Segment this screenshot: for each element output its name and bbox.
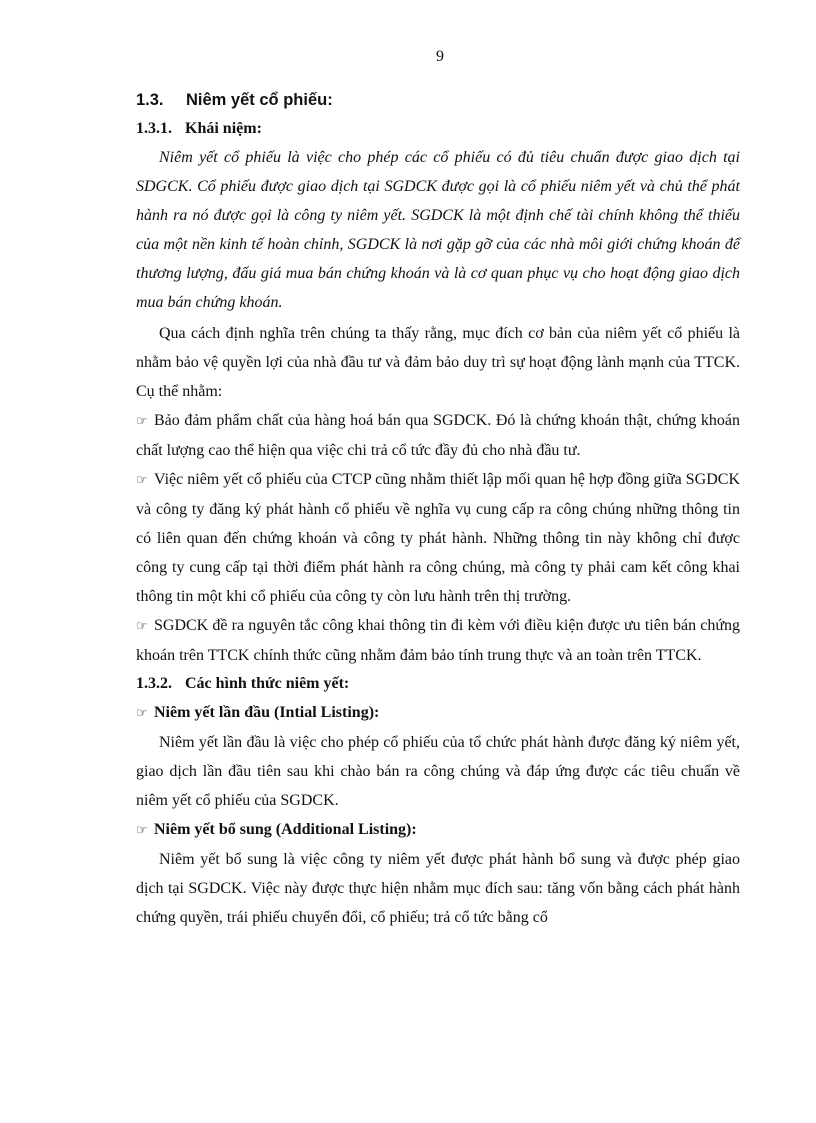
- hand-pointing-right-icon: ☞: [136, 706, 148, 721]
- purpose-bullet-1: [136, 406, 740, 465]
- subsection-title: Khái niệm:: [185, 120, 262, 137]
- subsection-heading-forms: [136, 674, 740, 694]
- subsection-number: 1.3.2.: [136, 675, 172, 692]
- form-heading-text: Niêm yết bổ sung (Additional Listing):: [154, 821, 417, 838]
- form-paragraph-initial: Niêm yết lần đầu là việc cho phép cổ phiếu của tổ chức phát hành được đăng ký niêm yết, giao dịch lần đầu tiên sau khi chào bán ra công chúng và đáp ứng được các tiêu chuẩn về niêm yết cổ phiếu của SGDCK.: [136, 734, 740, 809]
- form-heading-initial: [136, 698, 740, 728]
- page-content: [136, 90, 740, 932]
- section-heading: [136, 90, 740, 110]
- subsection-title: Các hình thức niêm yết:: [185, 675, 350, 692]
- hand-pointing-right-icon: ☞: [136, 823, 148, 838]
- hand-pointing-right-icon: ☞: [136, 414, 148, 429]
- subsection-number: 1.3.1.: [136, 120, 172, 137]
- form-paragraph-additional: Niêm yết bổ sung là việc công ty niêm yết được phát hành bổ sung và được phép giao dịch tại SGDCK. Việc này được thực hiện nhằm mục đích sau: tăng vốn bằng cách phát hành chứng quyền, trái phiếu chuyển đổi, cổ phiếu; trả cổ tức bằng cổ: [136, 851, 740, 926]
- purpose-intro-paragraph: Qua cách định nghĩa trên chúng ta thấy rằng, mục đích cơ bản của niêm yết cổ phiếu là nhằm bảo vệ quyền lợi của nhà đầu tư và đảm bảo duy trì sự hoạt động lành mạnh của TTCK. Cụ thể nhằm:: [136, 325, 740, 400]
- purpose-text: Bảo đảm phẩm chất của hàng hoá bán qua SGDCK. Đó là chứng khoán thật, chứng khoán chất lượng cao thể hiện qua việc chi trả cổ tức đầy đủ cho nhà đầu tư.: [136, 412, 740, 459]
- purpose-bullet-2: [136, 465, 740, 611]
- definition-paragraph: Niêm yết cổ phiếu là việc cho phép các cổ phiếu có đủ tiêu chuẩn được giao dịch tại SDGCK. Cổ phiếu được giao dịch tại SGDCK được gọi là cổ phiếu niêm yết và chủ thể phát hành ra nó được gọi là công ty niêm yết. SGDCK là một định chế tài chính không thể thiếu của một nền kinh tế hoàn chỉnh, SGDCK là nơi gặp gỡ của các nhà môi giới chứng khoán để thương lượng, đấu giá mua bán chứng khoán và là cơ quan phục vụ cho hoạt động giao dịch mua bán chứng khoán.: [136, 149, 740, 311]
- purpose-text: Việc niêm yết cổ phiếu của CTCP cũng nhằm thiết lập mối quan hệ hợp đồng giữa SGDCK và công ty đăng ký phát hành cổ phiếu về nghĩa vụ cung cấp ra công chúng những thông tin có liên quan đến chứng khoán và công ty phát hành. Những thông tin này không chỉ được công ty cung cấp tại thời điểm phát hành ra công chúng, mà công ty phải cam kết công khai thông tin một khi cổ phiếu của công ty còn lưu hành trên thị trường.: [136, 471, 740, 605]
- page-number: 9: [436, 48, 444, 65]
- section-title: Niêm yết cổ phiếu:: [186, 91, 333, 109]
- hand-pointing-right-icon: ☞: [136, 619, 148, 634]
- form-heading-text: Niêm yết lần đầu (Intial Listing):: [154, 704, 380, 721]
- form-heading-additional: [136, 815, 740, 845]
- hand-pointing-right-icon: ☞: [136, 473, 148, 488]
- purpose-bullet-3: [136, 611, 740, 670]
- subsection-heading-concept: [136, 119, 740, 139]
- section-number: 1.3.: [136, 91, 164, 109]
- purpose-text: SGDCK đề ra nguyên tắc công khai thông tin đi kèm với điều kiện được ưu tiên bán chứng khoán trên TTCK chính thức cũng nhằm đảm bảo tính trung thực và an toàn trên TTCK.: [136, 617, 740, 664]
